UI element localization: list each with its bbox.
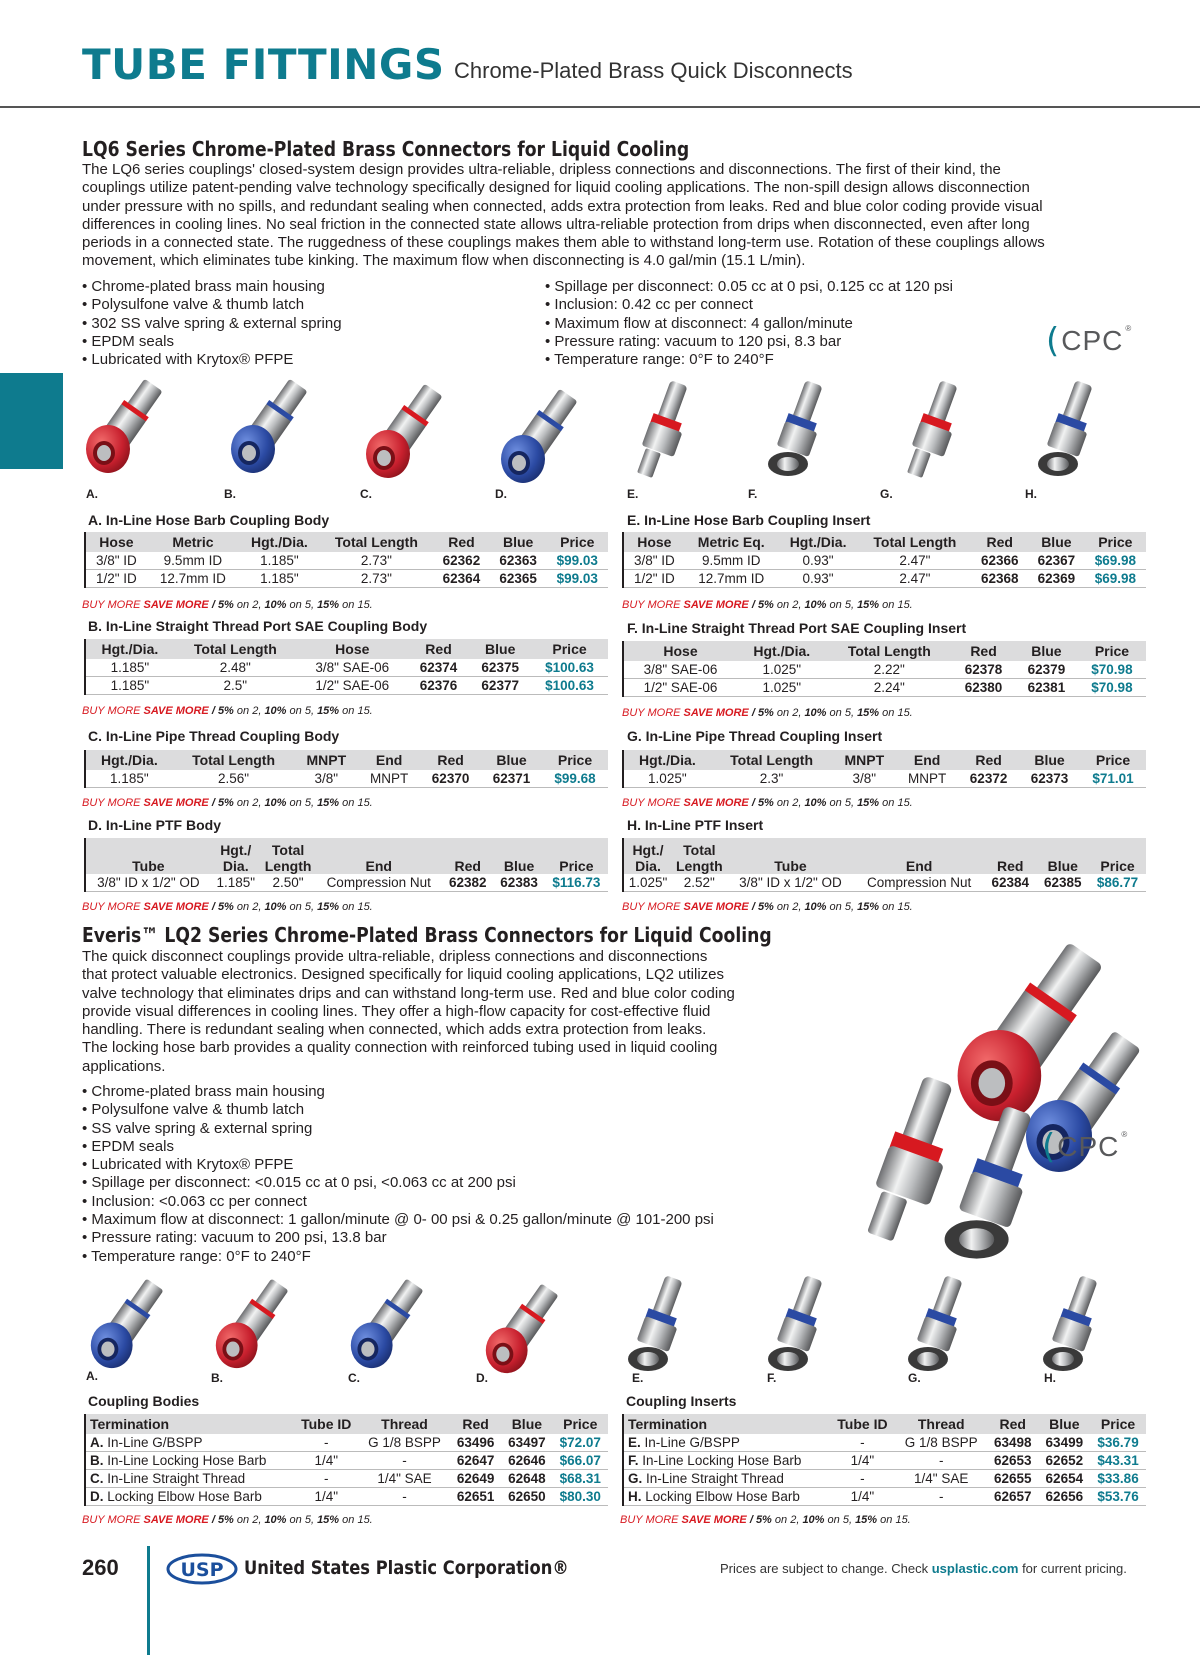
list-item: • Maximum flow at disconnect: 1 gallon/minute @ 0- 00 psi & 0.25 gallon/minute @ 101-200 psi bbox=[82, 1211, 714, 1229]
fitting-image-h bbox=[1038, 380, 1093, 476]
price-disclaimer: Prices are subject to change. Check usplastic.com for current pricing. bbox=[720, 1561, 1127, 1576]
table-title: B. In-Line Straight Thread Port SAE Coupling Body bbox=[88, 618, 428, 634]
table-d: Tube Hgt./ Dia. Total Length End Red Blue Price 3/8" ID x 1/2" OD 1.185" 2.50" Compression Nut 62382 62383 $116.73 bbox=[84, 838, 608, 892]
list-item: • Temperature range: 0°F to 240°F bbox=[82, 1248, 714, 1266]
image-label: E. bbox=[627, 487, 639, 501]
fitting-image-a bbox=[91, 1278, 164, 1368]
lq2-description: The quick disconnect couplings provide ultra-reliable, dripless connections and disconnections that protect valuable electronics. Designed specifically for liquid cooling applications, LQ2 utilizes valve technology that eliminates drips and can withstand long-term use. Red and blue color coding provide visual differences in cooling lines. They offer a high-flow capacity for cost-effective fluid handling. There is redundant sealing when connected, which adds extra protection from leaks. The locking hose barb provides a quality connection with reinforced tubing used in liquid cooling applications. bbox=[82, 948, 735, 1075]
buy-more-note: BUY MORE SAVE MORE / 5% on 2, 10% on 5, 15% on 15. bbox=[82, 599, 373, 611]
fitting-image-d bbox=[486, 1283, 559, 1373]
lq6-features-left bbox=[82, 278, 342, 369]
section-title: TUBE FITTINGS bbox=[82, 40, 445, 89]
table-title: F. In-Line Straight Thread Port SAE Coupling Insert bbox=[627, 620, 967, 636]
list-item: • Chrome-plated brass main housing bbox=[82, 278, 342, 296]
table-row: B. In-Line Locking Hose Barb 1/4" - 62647 62646 $66.07 bbox=[86, 1452, 608, 1470]
list-item: • Lubricated with Krytox® PFPE bbox=[82, 351, 342, 369]
table-row: 3/8" SAE-06 1.025" 2.22" 62378 62379 $70.98 bbox=[624, 661, 1146, 679]
fitting-image-h bbox=[1043, 1275, 1098, 1371]
table-row: H. Locking Elbow Hose Barb 1/4" - 62657 62656 $53.76 bbox=[624, 1488, 1146, 1506]
table-row: 3/8" ID x 1/2" OD 1.185" 2.50" Compression Nut 62382 62383 $116.73 bbox=[86, 874, 608, 892]
list-item: • Polysulfone valve & thumb latch bbox=[82, 296, 342, 314]
image-label: H. bbox=[1025, 487, 1037, 501]
image-label: A. bbox=[86, 1369, 98, 1383]
page-number: 260 bbox=[82, 1555, 119, 1580]
table-row: 1.185" 2.48" 3/8" SAE-06 62374 62375 $100.63 bbox=[86, 659, 608, 677]
table-title: Coupling Bodies bbox=[88, 1393, 200, 1409]
table-a: Hose Metric Hgt./Dia. Total Length Red Blue Price 3/8" ID 9.5mm ID 1.185" 2.73" 62362 62363 $99.03 1/2" ID 12.7mm ID 1.185" 2.73" 62364 62365 $99.03 bbox=[84, 532, 608, 588]
list-item: • Spillage per disconnect: <0.015 cc at 0 psi, <0.063 cc at 200 psi bbox=[82, 1174, 714, 1192]
company-name: United States Plastic Corporation® bbox=[244, 1557, 569, 1579]
table-title: H. In-Line PTF Insert bbox=[627, 817, 764, 833]
table-row: 1/2" ID 12.7mm ID 1.185" 2.73" 62364 62365 $99.03 bbox=[86, 570, 608, 588]
fitting-image-b bbox=[216, 1278, 289, 1368]
list-item: • Chrome-plated brass main housing bbox=[82, 1083, 714, 1101]
list-item: • 302 SS valve spring & external spring bbox=[82, 315, 342, 333]
lq6-description: The LQ6 series couplings' closed-system design provides ultra-reliable, dripless connections and disconnections. The first of their kind, the couplings utilize patent-pending valve technology specifically designed for liquid cooling applications. The non-spill design allows disconnection under pressure with no spills, and redundant sealing when connected, adds extra protection from leaks. Red and blue color coding provide visual differences in cooling lines. No seal friction in the connected state allows ultra-reliable protection from drips when disconnected, even after long periods in a connected state. The ruggedness of these couplings makes them able to withstand long-term use. Rotation of these couplings allows movement, which eliminates tube kinking. The maximum flow when disconnecting is 4.0 gal/min (15.1 L/min). bbox=[82, 161, 1045, 270]
buy-more-note: BUY MORE SAVE MORE / 5% on 2, 10% on 5, 15% on 15. bbox=[622, 599, 913, 611]
image-label: C. bbox=[348, 1371, 360, 1385]
usplastic-link[interactable]: usplastic.com bbox=[931, 1561, 1019, 1576]
table-row: 1.185" 2.5" 1/2" SAE-06 62376 62377 $100.63 bbox=[86, 677, 608, 695]
lq2-hero-photo bbox=[830, 935, 1140, 1265]
fitting-image-b bbox=[231, 379, 308, 473]
table-b: Hgt./Dia. Total Length Hose Red Blue Price 1.185" 2.48" 3/8" SAE-06 62374 62375 $100.63 1.185" 2.5" 1/2" SAE-06 62376 62377 $100.63 bbox=[84, 639, 608, 695]
buy-more-note: BUY MORE SAVE MORE / 5% on 2, 10% on 5, 15% on 15. bbox=[82, 797, 373, 809]
table-title: G. In-Line Pipe Thread Coupling Insert bbox=[627, 728, 883, 744]
table-title: C. In-Line Pipe Thread Coupling Body bbox=[88, 728, 340, 744]
cpc-arc-icon: ( bbox=[1042, 1127, 1056, 1167]
cpc-logo: ( CPC ® bbox=[1046, 321, 1132, 361]
table-title: E. In-Line Hose Barb Coupling Insert bbox=[627, 512, 871, 528]
fitting-image-a bbox=[86, 379, 163, 473]
coupling-bodies-table: Termination Tube ID Thread Red Blue Price A. In-Line G/BSPP - G 1/8 BSPP 63496 63497 $72.07 B. In-Line Locking Hose Barb 1/4" - 62647 62646 $66.07 C. In-Line Straight Thread - 1/4" SAE 62649 62648 $68.31 D. Locking Elbow Hose Barb 1/4" - 62651 62650 $80.30 bbox=[84, 1414, 608, 1506]
fitting-image-g bbox=[908, 1275, 963, 1371]
buy-more-note: BUY MORE SAVE MORE / 5% on 2, 10% on 5, 15% on 15. bbox=[622, 707, 913, 719]
section-side-tab bbox=[0, 373, 63, 469]
list-item: • Lubricated with Krytox® PFPE bbox=[82, 1156, 714, 1174]
image-label: E. bbox=[632, 1371, 644, 1385]
lq6-title: LQ6 Series Chrome-Plated Brass Connectors for Liquid Cooling bbox=[82, 137, 690, 161]
table-c: Hgt./Dia. Total Length MNPT End Red Blue Price 1.185" 2.56" 3/8" MNPT 62370 62371 $99.68 bbox=[84, 750, 608, 788]
table-f: Hose Hgt./Dia. Total Length Red Blue Price 3/8" SAE-06 1.025" 2.22" 62378 62379 $70.98 1/2" SAE-06 1.025" 2.24" 62380 62381 $70.98 bbox=[622, 641, 1146, 697]
table-row: 1.025" 2.3" 3/8" MNPT 62372 62373 $71.01 bbox=[624, 770, 1146, 788]
list-item: • Polysulfone valve & thumb latch bbox=[82, 1101, 714, 1119]
table-title: A. In-Line Hose Barb Coupling Body bbox=[88, 512, 330, 528]
footer-divider bbox=[147, 1546, 150, 1655]
table-row: 3/8" ID 9.5mm ID 0.93" 2.47" 62366 62367 $69.98 bbox=[624, 552, 1146, 570]
table-row: 1/2" ID 12.7mm ID 0.93" 2.47" 62368 62369 $69.98 bbox=[624, 570, 1146, 588]
image-label: A. bbox=[86, 487, 98, 501]
table-row: D. Locking Elbow Hose Barb 1/4" - 62651 62650 $80.30 bbox=[86, 1488, 608, 1506]
fitting-image-e bbox=[628, 1275, 683, 1371]
lq2-product-photos bbox=[82, 1275, 1142, 1385]
header-divider bbox=[0, 106, 1200, 108]
list-item: • Inclusion: 0.42 cc per connect bbox=[545, 296, 953, 314]
table-row: C. In-Line Straight Thread - 1/4" SAE 62649 62648 $68.31 bbox=[86, 1470, 608, 1488]
buy-more-note: BUY MORE SAVE MORE / 5% on 2, 10% on 5, 15% on 15. bbox=[622, 797, 913, 809]
image-label: B. bbox=[211, 1371, 223, 1385]
table-title: D. In-Line PTF Body bbox=[88, 817, 221, 833]
lq2-features bbox=[82, 1083, 714, 1266]
list-item: • Spillage per disconnect: 0.05 cc at 0 psi, 0.125 cc at 120 psi bbox=[545, 278, 953, 296]
table-row: 1.025" 2.52" 3/8" ID x 1/2" OD Compression Nut 62384 62385 $86.77 bbox=[624, 874, 1146, 892]
fitting-image-g bbox=[907, 380, 958, 478]
table-e: Hose Metric Eq. Hgt./Dia. Total Length Red Blue Price 3/8" ID 9.5mm ID 0.93" 2.47" 62366 62367 $69.98 1/2" ID 12.7mm ID 0.93" 2.47" 62368 62369 $69.98 bbox=[622, 532, 1146, 588]
image-label: D. bbox=[476, 1371, 488, 1385]
image-label: G. bbox=[908, 1371, 921, 1385]
table-row: 1.185" 2.56" 3/8" MNPT 62370 62371 $99.68 bbox=[86, 770, 608, 788]
list-item: • Temperature range: 0°F to 240°F bbox=[545, 351, 953, 369]
fitting-image-f bbox=[768, 380, 823, 476]
buy-more-note: BUY MORE SAVE MORE / 5% on 2, 10% on 5, 15% on 15. bbox=[82, 705, 373, 717]
buy-more-note: BUY MORE SAVE MORE / 5% on 2, 10% on 5, 15% on 15. bbox=[82, 901, 373, 913]
fitting-image-c bbox=[366, 384, 443, 478]
section-subtitle: Chrome-Plated Brass Quick Disconnects bbox=[454, 58, 853, 83]
table-row: 3/8" ID 9.5mm ID 1.185" 2.73" 62362 62363 $99.03 bbox=[86, 552, 608, 570]
table-row: G. In-Line Straight Thread - 1/4" SAE 62655 62654 $33.86 bbox=[624, 1470, 1146, 1488]
coupling-inserts-table: Termination Tube ID Thread Red Blue Price E. In-Line G/BSPP - G 1/8 BSPP 63498 63499 $36.79 F. In-Line Locking Hose Barb 1/4" - 62653 62652 $43.31 G. In-Line Straight Thread - 1/4" SAE 62655 62654 $33.86 H. Locking Elbow Hose Barb 1/4" - 62657 62656 $53.76 bbox=[622, 1414, 1146, 1506]
usp-logo-icon bbox=[166, 1553, 238, 1585]
image-label: C. bbox=[360, 487, 372, 501]
cpc-logo: ( CPC ® bbox=[1042, 1127, 1128, 1167]
image-label: B. bbox=[224, 487, 236, 501]
buy-more-note: BUY MORE SAVE MORE / 5% on 2, 10% on 5, 15% on 15. bbox=[620, 1514, 911, 1526]
cpc-arc-icon: ( bbox=[1046, 321, 1060, 361]
fitting-image-f bbox=[768, 1275, 823, 1371]
table-title: Coupling Inserts bbox=[626, 1393, 737, 1409]
list-item: • EPDM seals bbox=[82, 333, 342, 351]
fitting-image-d bbox=[501, 389, 578, 483]
lq2-title: Everis™ LQ2 Series Chrome-Plated Brass Connectors for Liquid Cooling bbox=[82, 923, 772, 947]
image-label: G. bbox=[880, 487, 893, 501]
image-label: D. bbox=[495, 487, 507, 501]
image-label: F. bbox=[767, 1371, 777, 1385]
svg-text:USP: USP bbox=[180, 1559, 224, 1581]
buy-more-note: BUY MORE SAVE MORE / 5% on 2, 10% on 5, 15% on 15. bbox=[82, 1514, 373, 1526]
fitting-image-e bbox=[637, 380, 688, 478]
buy-more-note: BUY MORE SAVE MORE / 5% on 2, 10% on 5, 15% on 15. bbox=[622, 901, 913, 913]
table-row: A. In-Line G/BSPP - G 1/8 BSPP 63496 63497 $72.07 bbox=[86, 1434, 608, 1452]
list-item: • EPDM seals bbox=[82, 1138, 714, 1156]
fitting-image-c bbox=[351, 1278, 424, 1368]
list-item: • Inclusion: <0.063 cc per connect bbox=[82, 1193, 714, 1211]
list-item: • Pressure rating: vacuum to 200 psi, 13.8 bar bbox=[82, 1229, 714, 1247]
table-row: F. In-Line Locking Hose Barb 1/4" - 62653 62652 $43.31 bbox=[624, 1452, 1146, 1470]
lq6-product-photos bbox=[82, 375, 1142, 500]
list-item: • Maximum flow at disconnect: 4 gallon/minute bbox=[545, 315, 953, 333]
table-h: Hgt./ Dia. Total Length Tube End Red Blue Price 1.025" 2.52" 3/8" ID x 1/2" OD Compression Nut 62384 62385 $86.77 bbox=[622, 838, 1146, 892]
table-row: E. In-Line G/BSPP - G 1/8 BSPP 63498 63499 $36.79 bbox=[624, 1434, 1146, 1452]
table-row: 1/2" SAE-06 1.025" 2.24" 62380 62381 $70.98 bbox=[624, 679, 1146, 697]
lq6-features-right bbox=[545, 278, 953, 369]
image-label: F. bbox=[748, 487, 758, 501]
list-item: • Pressure rating: vacuum to 120 psi, 8.3 bar bbox=[545, 333, 953, 351]
table-g: Hgt./Dia. Total Length MNPT End Red Blue Price 1.025" 2.3" 3/8" MNPT 62372 62373 $71.01 bbox=[622, 750, 1146, 788]
list-item: • SS valve spring & external spring bbox=[82, 1120, 714, 1138]
image-label: H. bbox=[1044, 1371, 1056, 1385]
